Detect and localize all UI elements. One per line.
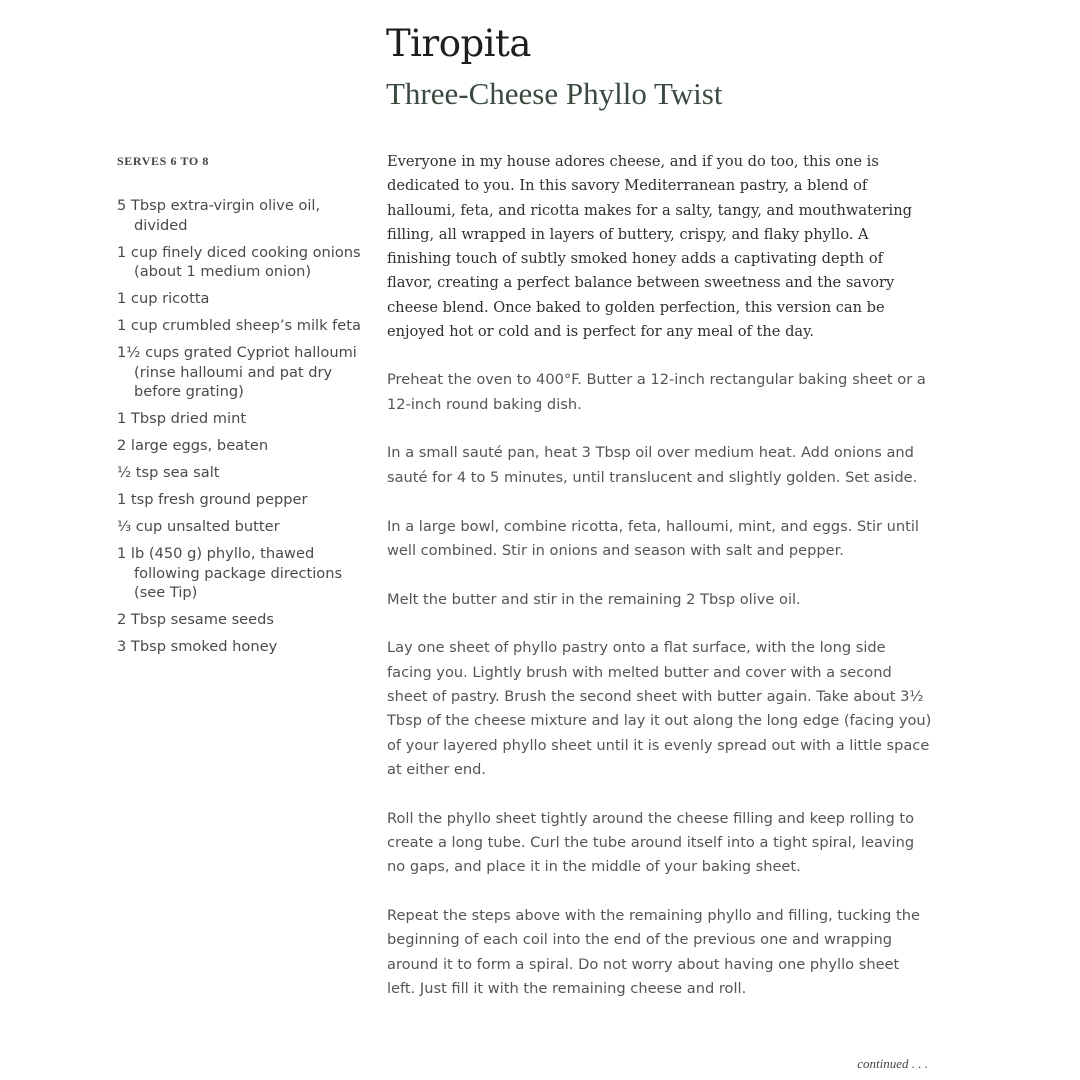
ingredients-sidebar bbox=[117, 152, 362, 664]
ingredient-item: ½ tsp sea salt bbox=[117, 464, 220, 482]
recipe-intro: Everyone in my house adores cheese, and if you do too, this one is dedicated to you. In this savory Mediterranean pastry, a blend of halloumi, feta, and ricotta makes for a salty, tangy, and mouthwatering filling, all wrapped in layers of buttery, crispy, and flaky phyllo. A finishing touch of subtly smoked honey adds a captivating depth of flavor, creating a perfect balance between sweetness and the savory cheese blend. Once baked to golden perfection, this version can be enjoyed hot or cold and is perfect for any meal of the day. bbox=[387, 153, 912, 341]
ingredient-item: 1 tsp fresh ground pepper bbox=[117, 491, 308, 509]
ingredient-item: 1 lb (450 g) phyllo, thawed following package directions (see Tip) bbox=[117, 545, 343, 602]
continued-note: continued . . . bbox=[857, 1056, 928, 1071]
servings-label: SERVES 6 TO 8 bbox=[117, 154, 209, 168]
recipe-subtitle: Three-Cheese Phyllo Twist bbox=[386, 76, 723, 111]
ingredient-item: 1½ cups grated Cypriot halloumi (rinse halloumi and pat dry before grating) bbox=[117, 344, 357, 401]
ingredient-item: 1 cup crumbled sheep’s milk feta bbox=[117, 317, 361, 335]
method-column bbox=[387, 150, 932, 1026]
method-step: In a small sauté pan, heat 3 Tbsp oil over medium heat. Add onions and sauté for 4 to 5 minutes, until translucent and slightly golden. Set aside. bbox=[387, 444, 918, 486]
method-step: In a large bowl, combine ricotta, feta, halloumi, mint, and eggs. Stir until well combined. Stir in onions and season with salt and pepper. bbox=[387, 517, 919, 559]
method-step: Lay one sheet of phyllo pastry onto a flat surface, with the long side facing you. Lightly brush with melted butter and cover with a second sheet of pastry. Brush the second sheet with butter again. Take about 3½ Tbsp of the cheese mixture and lay it out along the long edge (facing you) of your layered phyllo sheet until it is evenly spread out with a little space at either end. bbox=[387, 639, 932, 778]
ingredient-item: 1 cup finely diced cooking onions (about 1 medium onion) bbox=[117, 243, 361, 281]
recipe-title: Tiropita bbox=[386, 22, 531, 65]
ingredient-item: 1 Tbsp dried mint bbox=[117, 410, 247, 428]
method-step: Preheat the oven to 400°F. Butter a 12-inch rectangular baking sheet or a 12-inch round baking dish. bbox=[387, 371, 926, 413]
method-step: Repeat the steps above with the remaining phyllo and filling, tucking the beginning of each coil into the end of the previous one and wrapping around it to form a spiral. Do not worry about having one phyllo sheet left. Just fill it with the remaining cheese and roll. bbox=[387, 907, 920, 998]
ingredient-item: 2 large eggs, beaten bbox=[117, 437, 269, 455]
ingredient-item: 1 cup ricotta bbox=[117, 290, 210, 308]
ingredient-item: ⅓ cup unsalted butter bbox=[117, 518, 280, 536]
method-step: Roll the phyllo sheet tightly around the cheese filling and keep rolling to create a long tube. Curl the tube around itself into a tight spiral, leaving no gaps, and place it in the middle of your baking sheet. bbox=[387, 809, 915, 876]
ingredient-item: 3 Tbsp smoked honey bbox=[117, 638, 278, 656]
ingredient-item: 5 Tbsp extra-virgin olive oil, divided bbox=[117, 197, 321, 234]
ingredient-list bbox=[117, 196, 362, 657]
ingredient-item: 2 Tbsp sesame seeds bbox=[117, 611, 274, 629]
method-step: Melt the butter and stir in the remaining 2 Tbsp olive oil. bbox=[387, 590, 801, 608]
